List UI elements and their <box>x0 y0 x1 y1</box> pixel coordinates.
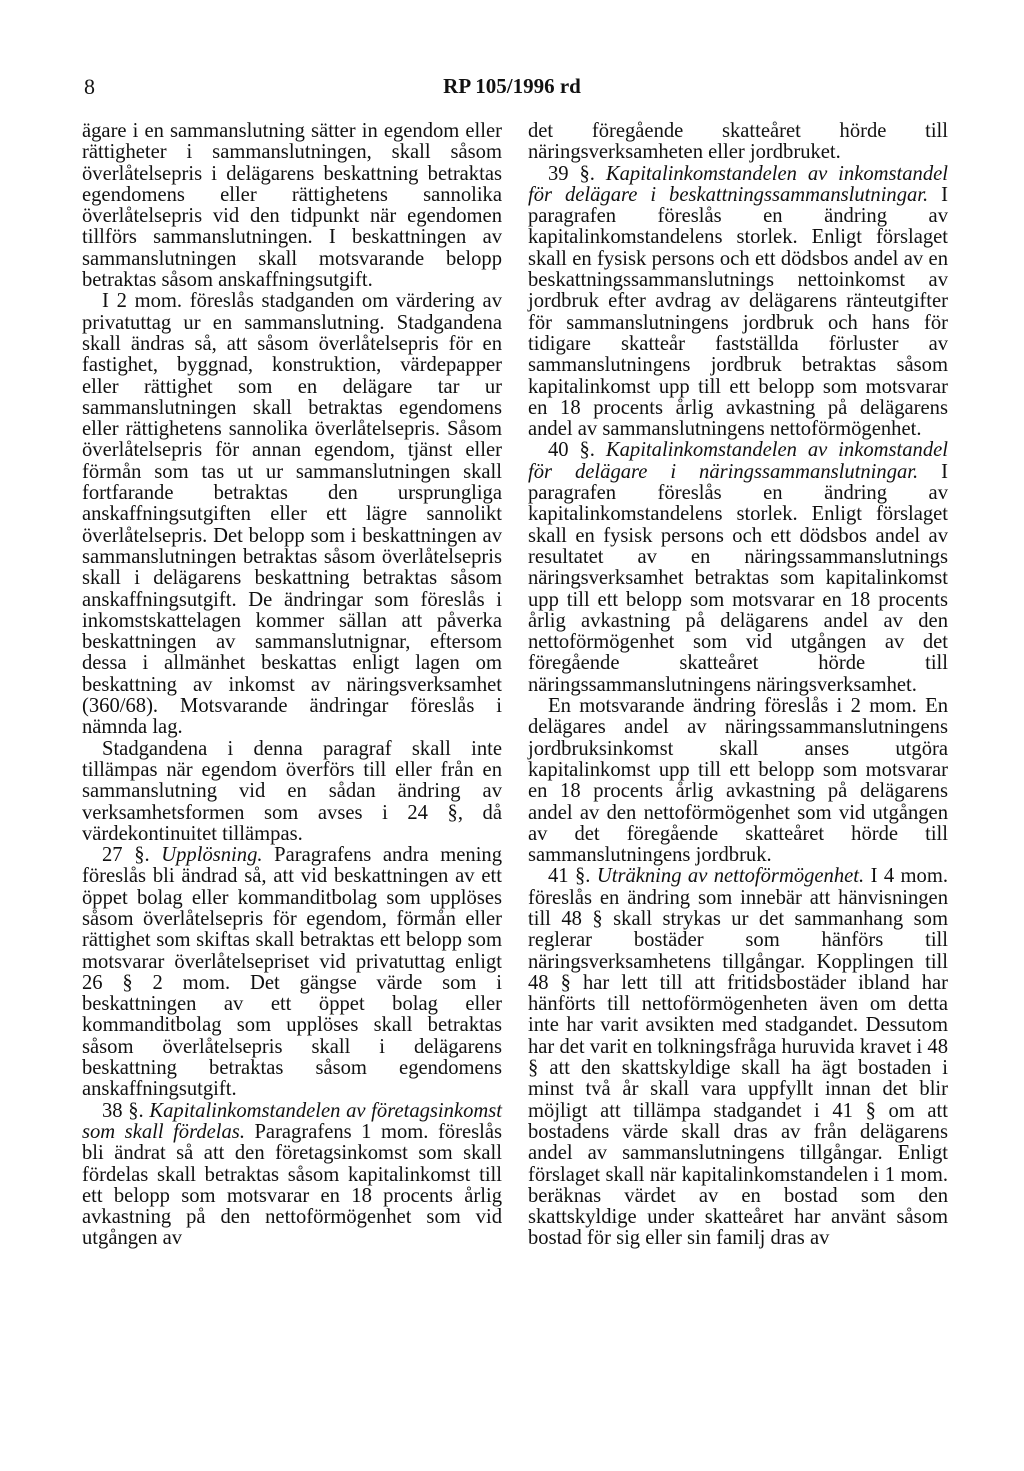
section-number: 41 §. <box>548 865 591 888</box>
section-paragraph <box>528 866 948 1249</box>
paragraph: En motsvarande ändring föreslås i 2 mom. En delägares andel av näringssammanslutningens jordbruksinkomst skall anses utgöra kapitalinkomst upp till ett belopp som motsvarar en 18 procents årlig avkastning på delägarens andel av den nettoförmögenhet som vid utgången av det föregående skatteåret hörde till sammanslutningens jordbruk. <box>528 695 948 867</box>
section-text: I 4 mom. föreslås en ändring som innebär att hänvisningen till 48 § skall strykas ur det sammanhang som reglerar bostäder som hänförs till näringsverksamhetens tillgångar. Kopplingen till 48 § har lett till att fritidsbostäder ibland har hänförts till nettoförmögenheten även om detta inte har varit avsikten med stadgandet. Dessutom har det varit en tolkningsfråga huruvida kravet i 48 § att den skattskyldige skall ha ägt bostaden i minst två år skall vara uppfyllt innan det blir möjligt att tillämpa stadgandet i 41 § om att bostadens värde skall dras av från delägarens andel av sammanslutningens tillgångar. Enligt förslaget skall när kapitalinkomstandelen i 1 mom. beräknas värdet av en bostad som den skattskyldige under skatteåret har använt såsom bostad för sig eller sin familj dras av <box>528 865 948 1250</box>
paragraph: ägare i en sammanslutning sätter in egendom eller rättigheter i sammanslutningen, skall såsom överlåtelsepris i delägarens beskattning betraktas egendomens eller rättighetens sannolika överlåtelsepris vid den tidpunkt när egendomen tillförs sammanslutningen. I beskattningen av sammanslutningen skall motsvarande belopp betraktas såsom anskaffningsutgift. <box>82 120 502 292</box>
section-number: 40 §. <box>548 439 595 462</box>
paragraph: I 2 mom. föreslås stadganden om värdering av privatuttag ur en sammanslutning. Stadgandena skall ändras så, att såsom överlåtelsepris för en fastighet, byggnad, konstruktion, värdepapper eller rättighet som en delägare tar ur sammanslutningen skall betraktas egendomens eller rättighetens sannolika överlåtelsepris. Såsom överlåtelsepris för annan egendom, tjänst eller förmån som tas ut ur sammanslutningen skall fortfarande betraktas den ursprungliga anskaffningsutgiften eller ett lägre sannolikt överlåtelsepris. Det belopp som i beskattningen av sammanslutningen betraktas såsom överlåtelsepris skall i delägarens beskattning betraktas såsom anskaffningsutgift. De ändringar som föreslås i inkomstskattelagen kommer sällan att påverka beskattningen av sammanslutnignar, eftersom dessa i allmänhet beskattas enligt lagen om beskattning av inkomst av näringsverksamhet (360/68). Motsvarande ändringar föreslås i nämnda lag. <box>82 290 502 739</box>
section-paragraph <box>528 164 948 441</box>
section-paragraph <box>82 845 502 1101</box>
page-header <box>0 74 1024 106</box>
section-number: 38 §. <box>102 1099 144 1122</box>
section-title: Upplösning. <box>161 844 263 867</box>
right-column <box>528 121 948 1250</box>
section-number: 27 §. <box>102 844 150 867</box>
section-number: 39 §. <box>548 162 595 185</box>
section-title: Kapitalinkomstandelen av inkomstandel för delägare i beskattningssammanslutningar. <box>528 162 948 206</box>
running-title: RP 105/1996 rd <box>443 74 581 98</box>
section-title: Kapitalinkomstandelen av inkomstandel för delägare i näringssammanslutningar. <box>528 439 948 483</box>
section-text: Paragrafens 1 mom. föreslås bli ändrat så att den företagsinkomst som skall fördelas skall betraktas såsom kapitalinkomst till ett belopp som motsvarar en 18 procents årlig avkastning på den nettoförmögenhet som vid utgången av <box>82 1120 502 1250</box>
page-number: 8 <box>84 74 95 99</box>
paragraph: det föregående skatteåret hörde till näringsverksamheten eller jordbruket. <box>528 120 948 164</box>
left-column <box>82 121 502 1250</box>
section-paragraph <box>528 440 948 696</box>
section-title: Kapitalinkomstandelen av företagsinkomst som skall fördelas. <box>82 1099 502 1143</box>
section-paragraph <box>82 1101 502 1250</box>
section-text: Paragrafens andra mening föreslås bli ändrad så, att vid beskattningen av ett öppet bolag eller kommanditbolag som upplöses såsom överlåtelsepris för egendom, förmån eller rättighet som skiftas skall betraktas ett belopp som motsvarar överlåtelsepriset vid privatuttag enligt 26 § 2 mom. Det gängse värde som i beskattningen av ett öppet bolag eller kommanditbolag som upplöses skall betraktas såsom överlåtelsepris skall i delägarens beskattning betraktas såsom egendomens anskaffningsutgift. <box>82 844 503 1101</box>
section-text: I paragrafen föreslås en ändring av kapitalinkomstandelens storlek. Enligt förslaget skall en fysisk persons och ett dödsbos andel av resultatet av en näringssammanslutnings näringsverksamhet betraktas som kapitalinkomst upp till ett belopp som motsvarar en 18 procents årlig avkastning på delägarens andel av den nettoförmögenhet som vid utgången av det föregående skatteåret hörde till näringssammanslutningens näringsverksamhet. <box>528 460 948 696</box>
section-title: Uträkning av nettoförmögenhet. <box>596 865 865 888</box>
paragraph: Stadgandena i denna paragraf skall inte tillämpas när egendom överförs till eller från en sammanslutning vid en sådan ändring av verksamhetsformen som avses i 24 §, då värdekontinuitet tillämpas. <box>82 737 502 845</box>
section-text: I paragrafen föreslås en ändring av kapitalinkomstandelens storlek. Enligt förslaget skall en fysisk persons och ett dödsbos andel av en beskattningssammanslutnings nettoinkomst av jordbruk efter avdrag av delägarens ränteutgifter för sammanslutningens jordbruk och hans för tidigare skatteår fastställda förluster av sammanslutningens jordbruk betraktas såsom kapitalinkomst upp till ett belopp som motsvarar en 18 procents årlig avkastning på delägarens andel av sammanslutningens nettoförmögenhet. <box>528 183 948 441</box>
